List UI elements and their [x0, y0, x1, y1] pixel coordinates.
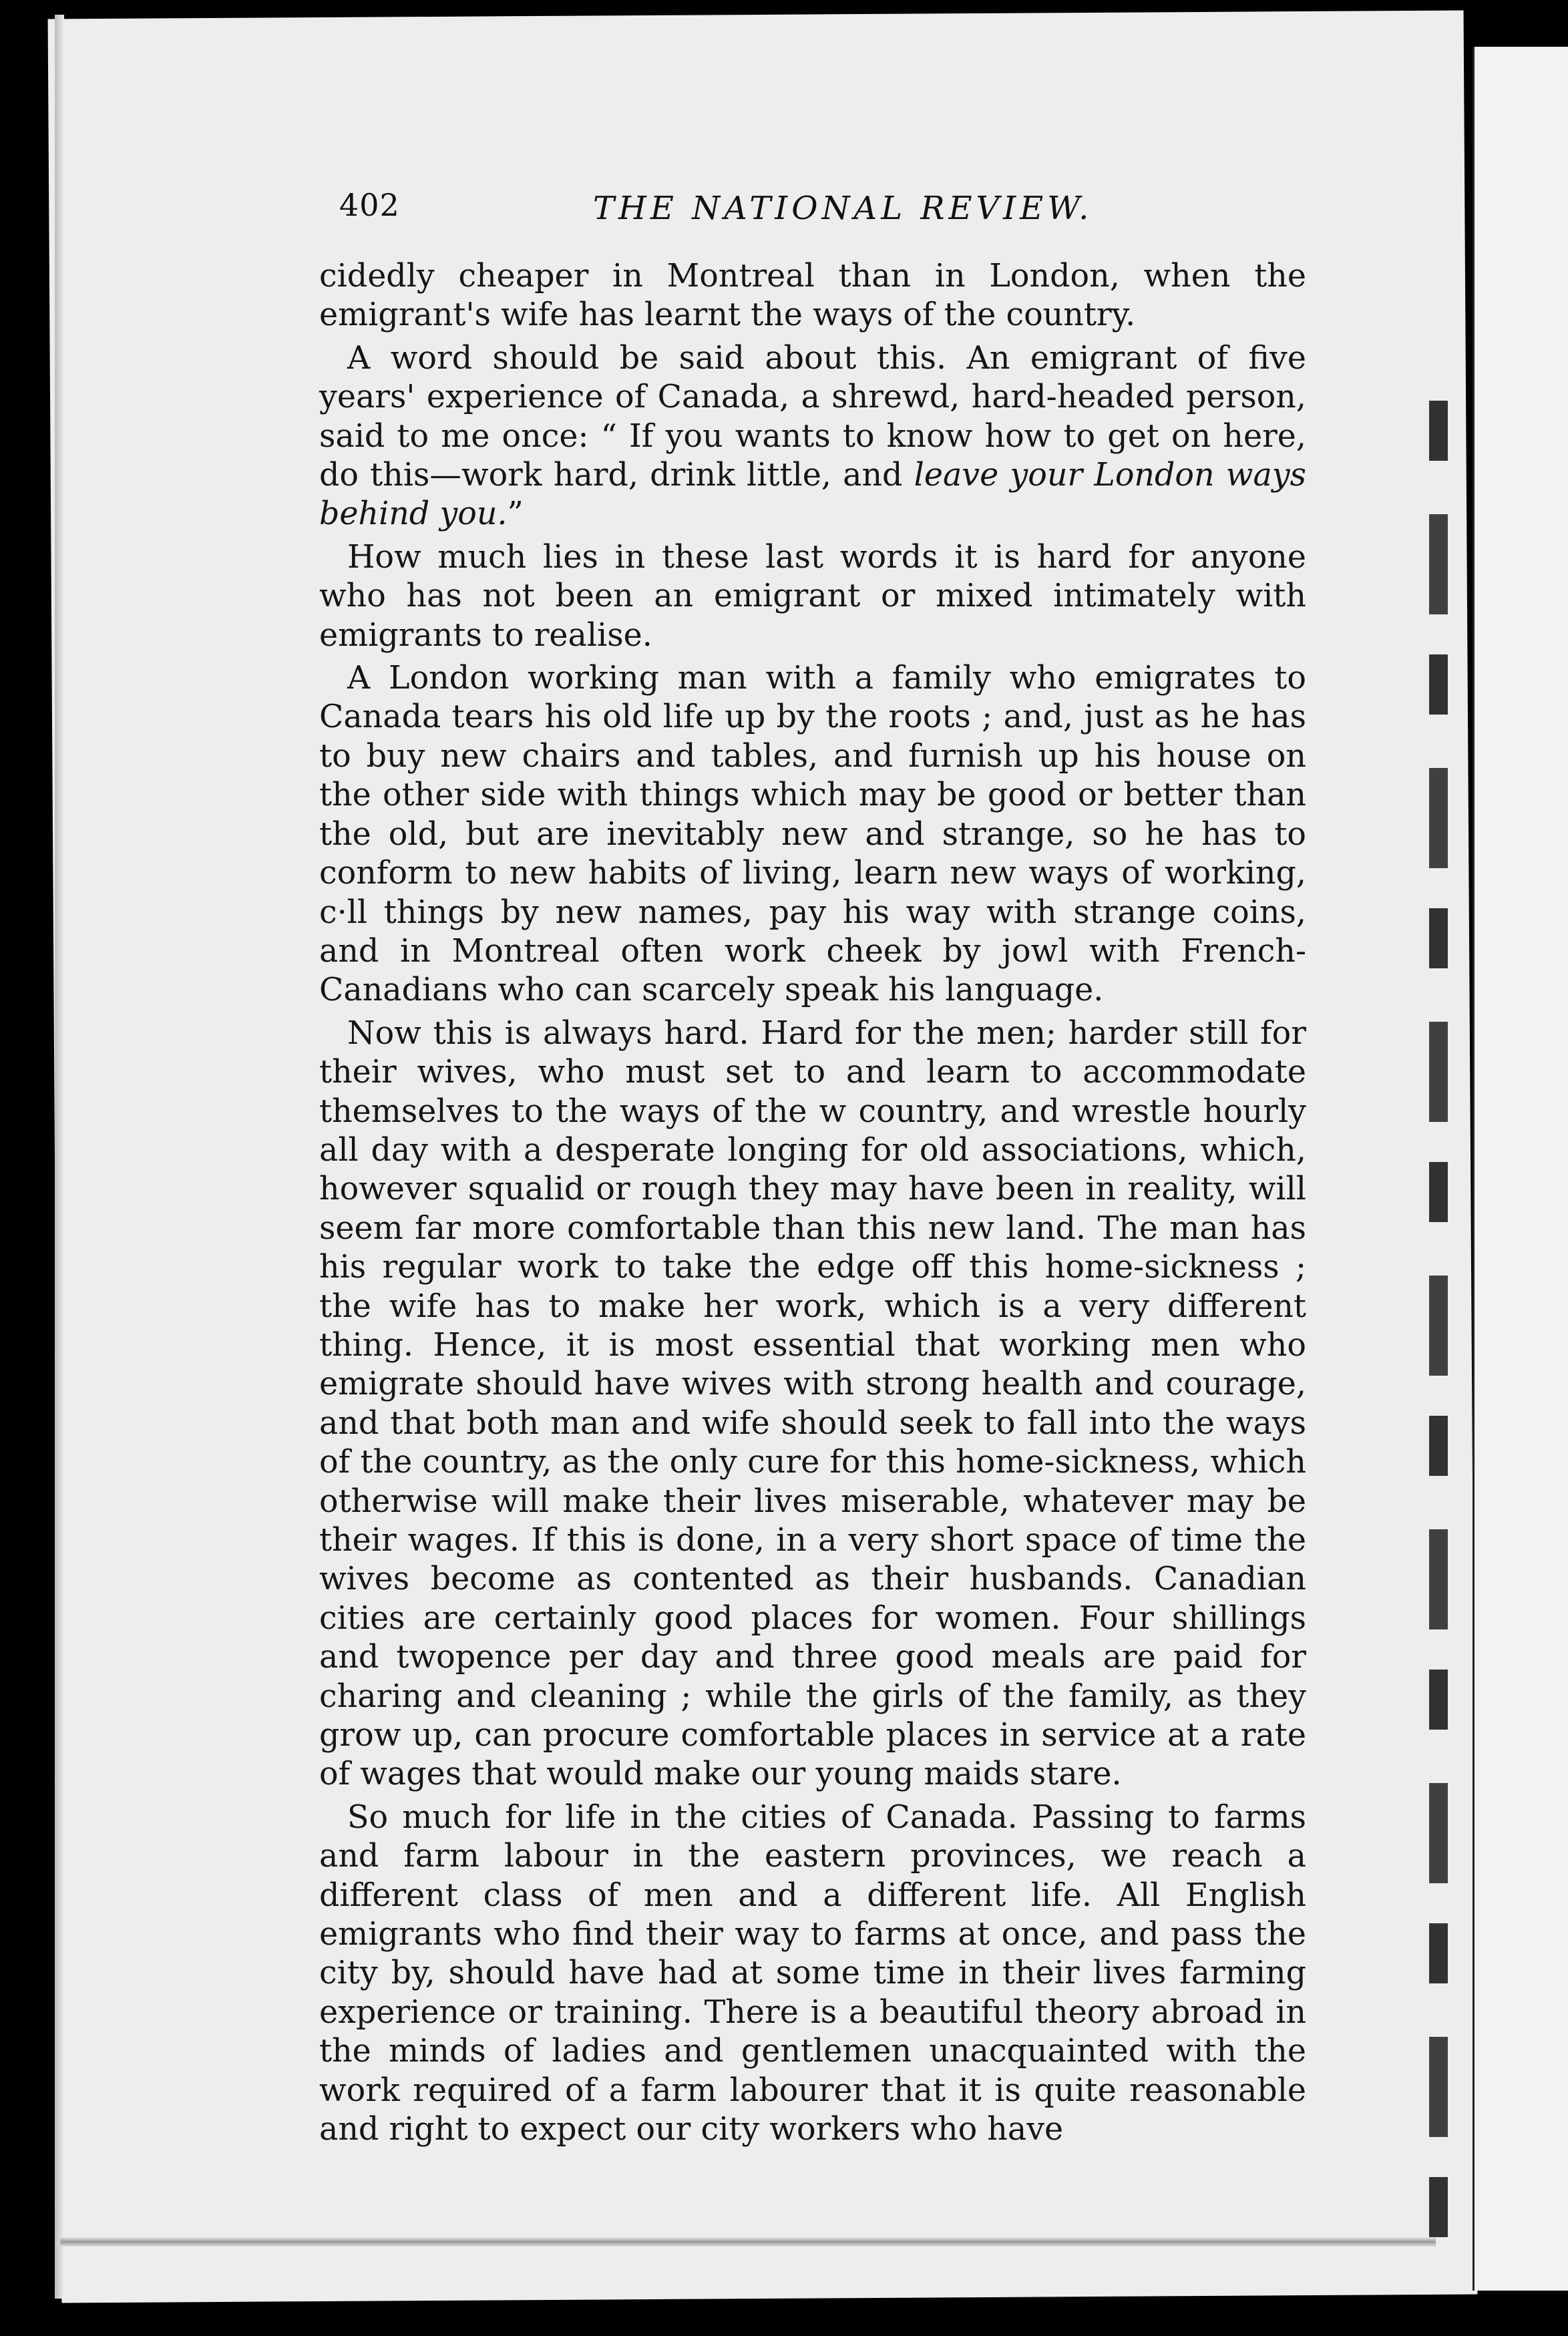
running-title: THE NATIONAL REVIEW. — [593, 190, 1093, 227]
paragraph-1: cidedly cheaper in Montreal than in London, when the emigrant's wife has learnt the ways of the country. — [319, 258, 1306, 334]
torn-page-edge — [1429, 401, 1448, 2271]
page-header — [339, 180, 1308, 240]
paragraph-2-closing-quote: ” — [507, 496, 524, 533]
article-body — [319, 257, 1306, 2154]
page-number: 402 — [339, 187, 400, 223]
paragraph-3: How much lies in these last words it is hard for anyone who has not been an emigrant or mixed intimately with emigrants to realise. — [319, 538, 1306, 654]
paragraph-2-text: A word should be said about this. An emigrant of five years' experience of Canada, a shrewd, hard-headed person, said to me once: “ If you wants to know how to get on here, do this—work hard, drink little, and — [319, 339, 1306, 494]
facing-page-strip — [1473, 47, 1568, 2291]
page-bottom-edge — [60, 2237, 1436, 2247]
page-gutter-shadow — [55, 15, 64, 2299]
paragraph-6: So much for life in the cities of Canada. Passing to farms and farm labour in the eastern provinces, we reach a different class of men and a different life. All English emigrants who find their way to farms at once, and pass the city by, should have had at some time in their lives farming experience or training. There is a beautiful theory abroad in the minds of ladies and gentlemen unacquainted with the work required of a farm labourer that it is quite reasonable and right to expect our city workers who have — [319, 1798, 1306, 2148]
paragraph-2-italic-quote: leave your London ways behind you. — [319, 457, 1306, 533]
paragraph-5: Now this is always hard. Hard for the men; harder still for their wives, who must set to and learn to accommodate themselves to the ways of the w country, and wrestle hourly all day with a desperate longing for old associations, which, however squalid or rough they may have been in reality, will seem far more comfortable than this new land. The man has his regular work to take the edge off this home-sickness ; the wife has to make her work, which is a very different thing. Hence, it is most essential that working men who emigrate should have wives with strong health and courage, and that both man and wife should seek to fall into the ways of the country, as the only cure for this home-sickness, which otherwise will make their lives miserable, whatever may be their wages. If this is done, in a very short space of time the wives become as contented as their husbands. Canadian cities are certainly good places for women. Four shillings and twopence per day and three good meals are paid for charing and cleaning ; while the girls of the family, as they grow up, can procure comfortable places in service at a rate of wages that would make our young maids stare. — [319, 1014, 1306, 1793]
paragraph-2 — [319, 339, 1306, 534]
paragraph-4: A London working man with a family who emigrates to Canada tears his old life up by the roots ; and, just as he has to buy new chairs and tables, and furnish up his house on the other side with things which may be good or better than the old, but are inevitably new and strange, so he has to conform to new habits of living, learn new ways of working, c·ll things by new names, pay his way with strange coins, and in Montreal often work cheek by jowl with French-Canadians who can scarcely speak his language. — [319, 660, 1306, 1009]
